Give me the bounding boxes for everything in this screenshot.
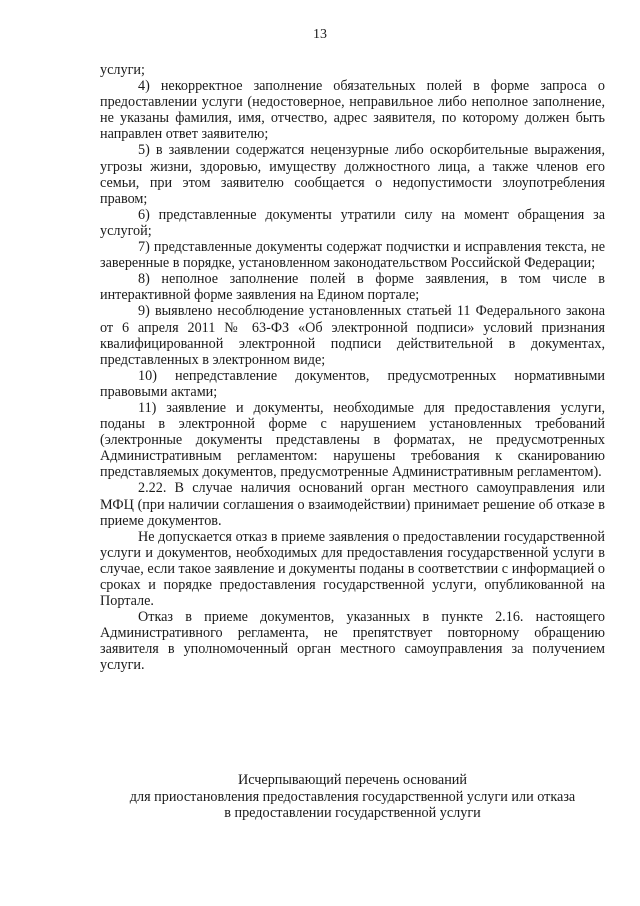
paragraph-not-allowed: Не допускается отказ в приеме заявления о предоставлении государственной услуги и документов, необходимых для предоставления государственной услуги в случае, если такое заявление и документы поданы в соответствии с информацией о сроках и порядке предоставления государственной услуги, опубликованной на Портале. (100, 528, 605, 610)
heading-line-1: Исчерпывающий перечень оснований (238, 772, 467, 788)
paragraph-continuation: услуги; (100, 62, 145, 78)
paragraph-item-5: 5) в заявлении содержатся нецензурные либо оскорбительные выражения, угрозы жизни, здоровью, имуществу должностного лица, а также членов его семьи, при этом заявителю сообщается о недопустимости злоупотребления правом; (100, 142, 605, 207)
paragraph-item-11: 11) заявление и документы, необходимые для предоставления услуги, поданы в электронной форме с нарушением установленных требований (электронные документы представлены в форматах, не предусмотренных Административным регламентом: нарушены требования к сканированию представляемых документов, предусмотренные Административным регламентом). (100, 399, 605, 481)
paragraph-item-6: 6) представленные документы утратили силу на момент обращения за услугой; (100, 206, 605, 239)
heading-line-2: для приостановления предоставления государственной услуги или отказа (129, 788, 576, 805)
paragraph-refusal: Отказ в приеме документов, указанных в пункте 2.16. настоящего Административного регламента, не препятствует повторному обращению заявителя в уполномоченный орган местного самоуправления за получением услуги. (100, 609, 605, 674)
paragraph-item-9: 9) выявлено несоблюдение установленных статьей 11 Федерального закона от 6 апреля 2011 № 63-ФЗ «Об электронной подписи» условий признания квалифицированной электронной подписи действительной в документах, представленных в электронном виде; (100, 303, 605, 368)
section-heading (100, 772, 605, 822)
paragraph-item-8: 8) неполное заполнение полей в форме заявления, в том числе в интерактивной форме заявления на Едином портале; (100, 271, 605, 304)
paragraph-item-4: 4) некорректное заполнение обязательных полей в форме запроса о предоставлении услуги (недостоверное, неправильное либо неполное заполнение, не указаны фамилия, имя, отчество, адрес заявителя, по которому должен быть направлен ответ заявителю; (100, 78, 605, 143)
heading-line-3: в предоставлении государственной услуги (224, 805, 481, 821)
body-text (100, 62, 605, 674)
paragraph-2-22: 2.22. В случае наличия оснований орган местного самоуправления или МФЦ (при наличии соглашения о взаимодействии) принимает решение об отказе в приеме документов. (100, 480, 605, 529)
paragraph-item-10: 10) непредставление документов, предусмотренных нормативными правовыми актами; (100, 367, 605, 400)
page-number: 13 (313, 27, 327, 42)
paragraph-item-7: 7) представленные документы содержат подчистки и исправления текста, не заверенные в порядке, установленном законодательством Российской Федерации; (100, 239, 605, 272)
